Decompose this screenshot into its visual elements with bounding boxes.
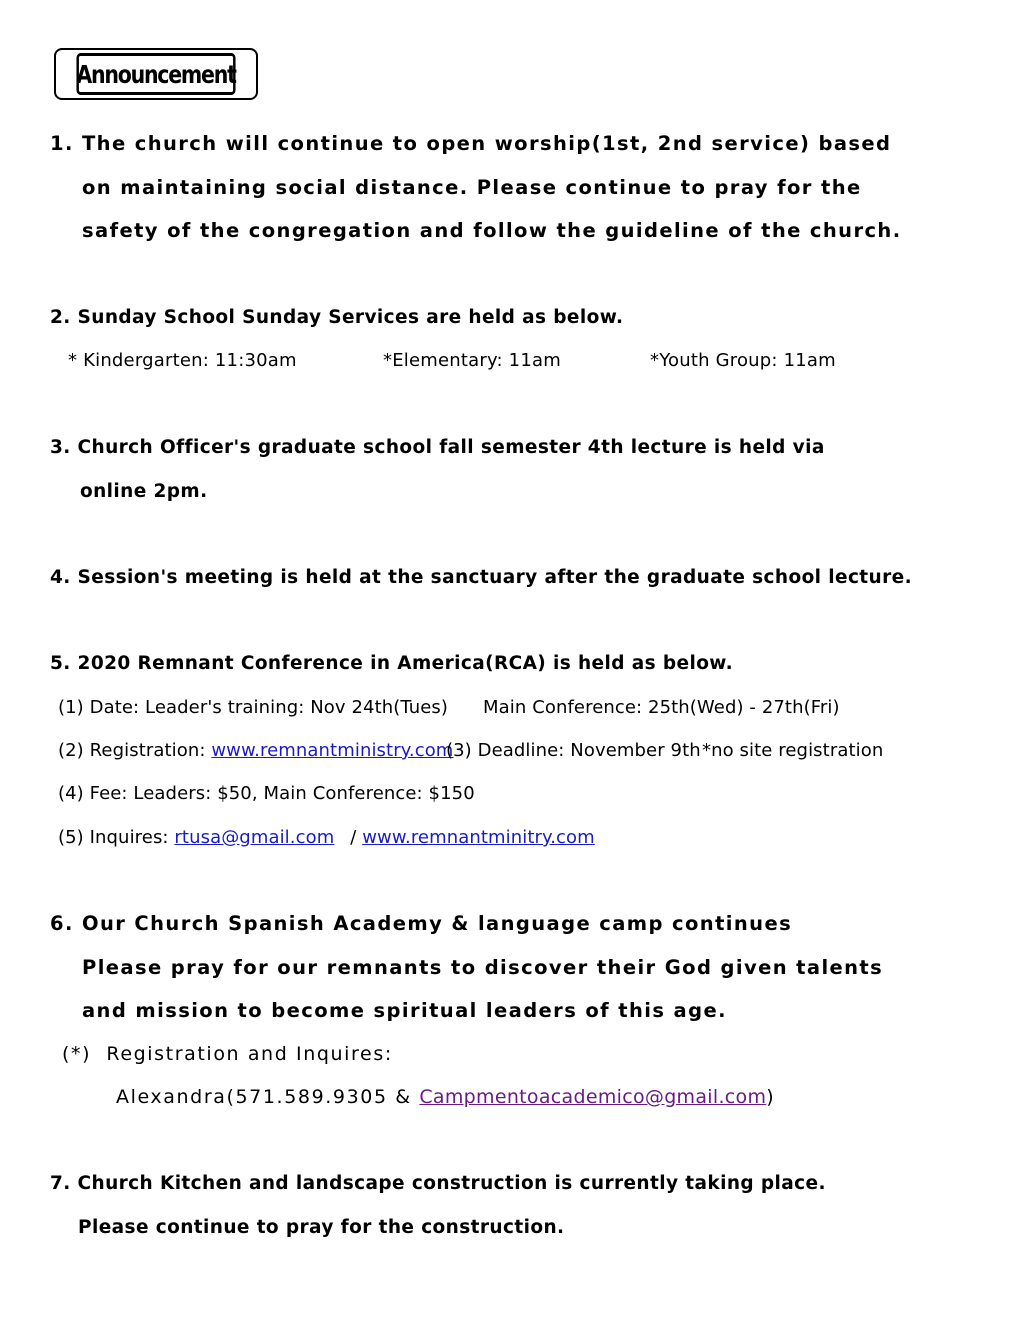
inquire-email-link[interactable]: rtusa@gmail.com [174,827,335,848]
item1-line1: 1. The church will continue to open worship(1st, 2nd service) based [50,132,892,155]
inquire-website-link[interactable]: www.remnantminitry.com [362,827,595,848]
item5-date-label: (1) Date: Leader's training: Nov 24th(Tues) [58,697,448,718]
item7-line2: Please continue to pray for the construction. [78,1217,565,1238]
item6-registration-line: (*) Registration and Inquires: [62,1043,393,1065]
item5-inquire-separator: / [350,827,357,848]
registration-link[interactable]: www.remnantministry.com [211,740,454,761]
item6-contact-suffix: ) [766,1086,774,1108]
item5-fee: (4) Fee: Leaders: $50, Main Conference: $150 [58,783,475,804]
item6-line3: and mission to become spiritual leaders of this age. [82,999,727,1022]
item5-deadline: (3) Deadline: November 9th [446,740,701,761]
item6-contact-prefix: Alexandra(571.589.9305 & [116,1086,412,1108]
item5-no-site: *no site registration [702,740,884,761]
item2-line1: 2. Sunday School Sunday Services are held as below. [50,307,624,328]
item7-line1: 7. Church Kitchen and landscape construction is currently taking place. [50,1173,826,1194]
item5-registration-label: (2) Registration: [58,740,206,761]
item5-inquire-row [58,829,595,847]
item5-line1: 5. 2020 Remnant Conference in America(RCA) is held as below. [50,653,734,674]
camp-email-link[interactable]: Campmentoacademico@gmail.com [419,1086,767,1108]
item5-inquire-label: (5) Inquires: [58,827,169,848]
item6-line1: 6. Our Church Spanish Academy & language camp continues [50,912,793,935]
item5-date-main: Main Conference: 25th(Wed) - 27th(Fri) [483,697,840,718]
item2-elementary: *Elementary: 11am [383,350,561,371]
item5-registration-row [58,742,453,760]
announcement-title: Announcement [76,53,235,95]
announcement-title-box [54,48,258,100]
item2-kindergarten: * Kindergarten: 11:30am [68,350,297,371]
item3-line2: online 2pm. [80,481,208,502]
item6-contact-row [116,1088,774,1107]
item4-line1: 4. Session's meeting is held at the sanctuary after the graduate school lecture. [50,567,913,588]
item3-line1: 3. Church Officer's graduate school fall semester 4th lecture is held via [50,437,825,458]
item1-line2: on maintaining social distance. Please continue to pray for the [82,176,862,199]
item2-youth: *Youth Group: 11am [650,350,836,371]
item6-line2: Please pray for our remnants to discover their God given talents [82,956,884,979]
item1-line3: safety of the congregation and follow the guideline of the church. [82,219,902,242]
